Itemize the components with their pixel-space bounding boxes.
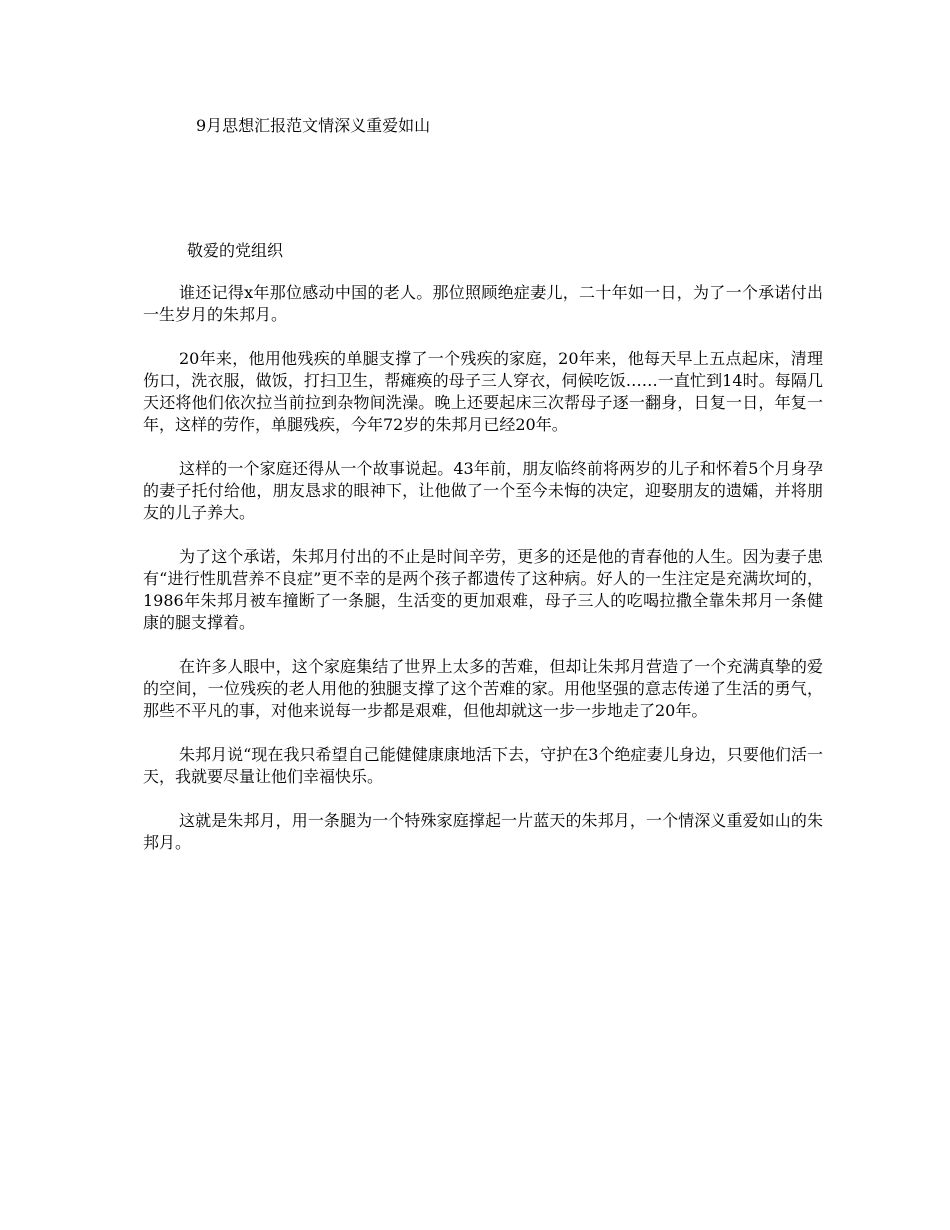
salutation: 敬爱的党组织 — [187, 241, 284, 260]
paragraph-4: 为了这个承诺，朱邦月付出的不止是时间辛劳，更多的还是他的青春他的人生。因为妻子患有“进行性肌营养不良症”更不幸的是两个孩子都遗传了这种病。好人的一生注定是充满坎坷的，1986年朱邦月被车撞断了一条腿，生活变的更加艰难，母子三人的吃喝拉撒全靠朱邦月一条健康的腿支撑着。 — [143, 547, 823, 632]
document-body — [143, 282, 823, 876]
paragraph-5: 在许多人眼中，这个家庭集结了世界上太多的苦难，但却让朱邦月营造了一个充满真挚的爱的空间，一位残疾的老人用他的独腿支撑了这个苦难的家。用他坚强的意志传递了生活的勇气，那些不平凡的事，对他来说每一步都是艰难，但他却就这一步一步地走了20年。 — [143, 657, 823, 720]
paragraph-6: 朱邦月说“现在我只希望自己能健健康康地活下去，守护在3个绝症妻儿身边，只要他们活一天，我就要尽量让他们幸福快乐。 — [143, 745, 823, 786]
paragraph-7: 这就是朱邦月，用一条腿为一个特殊家庭撑起一片蓝天的朱邦月，一个情深义重爱如山的朱邦月。 — [143, 811, 823, 852]
paragraph-3: 这样的一个家庭还得从一个故事说起。43年前，朋友临终前将两岁的儿子和怀着5个月身孕的妻子托付给他，朋友恳求的眼神下，让他做了一个至今未悔的决定，迎娶朋友的遗孀，并将朋友的儿子养大。 — [143, 459, 823, 522]
paragraph-2: 20年来，他用他残疾的单腿支撑了一个残疾的家庭，20年来，他每天早上五点起床，清理伤口，洗衣服，做饭，打扫卫生，帮瘫痪的母子三人穿衣，伺候吃饭……一直忙到14时。每隔几天还将他们依次拉当前拉到杂物间洗澡。晚上还要起床三次帮母子逐一翻身，日复一日，年复一年，这样的劳作，单腿残疾，今年72岁的朱邦月已经20年。 — [143, 349, 823, 434]
paragraph-1: 谁还记得x年那位感动中国的老人。那位照顾绝症妻儿，二十年如一日，为了一个承诺付出一生岁月的朱邦月。 — [143, 283, 823, 324]
document-title: 9月思想汇报范文情深义重爱如山 — [196, 116, 431, 135]
